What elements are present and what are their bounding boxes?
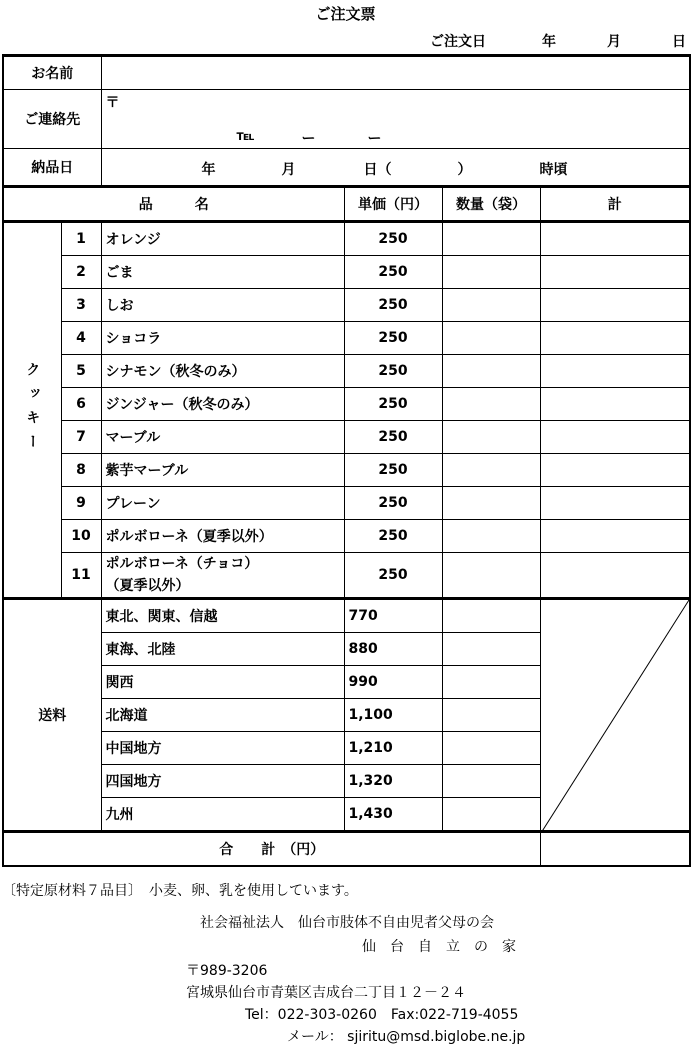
cookie-no: 7 bbox=[61, 421, 101, 454]
order-form-table bbox=[2, 54, 691, 867]
shipping-price: 1,100 bbox=[344, 699, 442, 732]
cookie-no: 3 bbox=[61, 289, 101, 322]
cookie-price: 250 bbox=[344, 256, 442, 289]
shipping-price: 990 bbox=[344, 666, 442, 699]
cookie-subtotal[interactable] bbox=[540, 222, 690, 256]
cookie-quantity-input[interactable] bbox=[442, 421, 540, 454]
cookie-name: 紫芋マーブル bbox=[101, 454, 344, 487]
header-item: 品 名 bbox=[3, 187, 344, 222]
cookie-no: 2 bbox=[61, 256, 101, 289]
delivery-year: 年 bbox=[201, 162, 216, 178]
org-name: 社会福祉法人 仙台市肢体不自由児者父母の会 bbox=[200, 915, 494, 931]
delivery-time: 時頃 bbox=[539, 162, 568, 178]
cookie-price: 250 bbox=[344, 553, 442, 599]
delivery-label: 納品日 bbox=[3, 149, 101, 187]
cookie-category bbox=[3, 222, 61, 599]
cookie-row bbox=[3, 388, 690, 421]
delivery-close: ） bbox=[457, 162, 472, 178]
shipping-region: 北海道 bbox=[101, 699, 344, 732]
cookie-subtotal[interactable] bbox=[540, 388, 690, 421]
name-row bbox=[3, 56, 690, 90]
cookie-row bbox=[3, 454, 690, 487]
delivery-field[interactable] bbox=[101, 149, 690, 187]
cookie-subtotal[interactable] bbox=[540, 454, 690, 487]
shipping-quantity-input[interactable] bbox=[442, 699, 540, 732]
cookie-quantity-input[interactable] bbox=[442, 289, 540, 322]
shipping-price: 770 bbox=[344, 599, 442, 633]
delivery-day: 日（ bbox=[363, 162, 392, 178]
cookie-quantity-input[interactable] bbox=[442, 222, 540, 256]
cookie-subtotal[interactable] bbox=[540, 520, 690, 553]
shipping-quantity-input[interactable] bbox=[442, 599, 540, 633]
delivery-row bbox=[3, 149, 690, 187]
cookie-name: しお bbox=[101, 289, 344, 322]
grand-total-row bbox=[3, 832, 690, 867]
cookie-row bbox=[3, 487, 690, 520]
cookie-row bbox=[3, 421, 690, 454]
shipping-region: 九州 bbox=[101, 798, 344, 832]
cookie-row bbox=[3, 289, 690, 322]
contact-label: ご連絡先 bbox=[3, 90, 101, 149]
cookie-name: ジンジャー（秋冬のみ） bbox=[101, 388, 344, 421]
cookie-row bbox=[3, 322, 690, 355]
cookie-name: シナモン（秋冬のみ） bbox=[101, 355, 344, 388]
name-field[interactable] bbox=[101, 56, 690, 90]
tel-mark: ℡ bbox=[236, 128, 255, 144]
cookie-quantity-input[interactable] bbox=[442, 454, 540, 487]
shipping-quantity-input[interactable] bbox=[442, 666, 540, 699]
cookie-name-note: （夏季以外） bbox=[105, 578, 190, 594]
cookie-name: ショコラ bbox=[101, 322, 344, 355]
cookie-price: 250 bbox=[344, 520, 442, 553]
postal-mark: 〒 bbox=[105, 95, 120, 111]
cookie-price: 250 bbox=[344, 289, 442, 322]
cookie-subtotal[interactable] bbox=[540, 256, 690, 289]
postal-code: 〒989-3206 bbox=[186, 963, 268, 979]
shipping-price: 1,320 bbox=[344, 765, 442, 798]
cookie-price: 250 bbox=[344, 421, 442, 454]
diagonal-strike bbox=[541, 600, 689, 832]
cookie-no: 6 bbox=[61, 388, 101, 421]
cookie-subtotal[interactable] bbox=[540, 355, 690, 388]
cookie-row bbox=[3, 355, 690, 388]
cookie-subtotal[interactable] bbox=[540, 421, 690, 454]
shipping-region: 中国地方 bbox=[101, 732, 344, 765]
form-title: ご注文票 bbox=[315, 5, 376, 23]
cookie-no: 10 bbox=[61, 520, 101, 553]
cookie-no: 5 bbox=[61, 355, 101, 388]
allergen-note: 〔特定原材料７品目〕 小麦、卵、乳を使用しています。 bbox=[2, 883, 358, 899]
shipping-total-disabled bbox=[540, 599, 690, 832]
name-label: お名前 bbox=[3, 56, 101, 90]
grand-total-field[interactable] bbox=[540, 832, 690, 867]
shipping-price: 1,210 bbox=[344, 732, 442, 765]
header-total: 計 bbox=[540, 187, 690, 222]
contact-field[interactable] bbox=[101, 90, 690, 149]
cookie-category-label: クッキー bbox=[24, 362, 41, 458]
cookie-name: ポルボローネ（チョコ） bbox=[105, 556, 259, 572]
shipping-quantity-input[interactable] bbox=[442, 765, 540, 798]
shipping-region: 関西 bbox=[101, 666, 344, 699]
cookie-name: オレンジ bbox=[101, 222, 344, 256]
cookie-quantity-input[interactable] bbox=[442, 256, 540, 289]
cookie-price: 250 bbox=[344, 322, 442, 355]
tel-dash-2: ー bbox=[367, 131, 382, 147]
header-row bbox=[3, 187, 690, 222]
order-date-year: 年 bbox=[542, 34, 556, 50]
shipping-quantity-input[interactable] bbox=[442, 633, 540, 666]
shipping-label: 送料 bbox=[3, 599, 101, 832]
cookie-name: プレーン bbox=[101, 487, 344, 520]
tel-fax: Tel：022-303-0260 Fax:022-719-4055 bbox=[245, 1007, 519, 1023]
cookie-no: 11 bbox=[61, 553, 101, 599]
email: メール： sjiritu@msd.biglobe.ne.jp bbox=[287, 1029, 526, 1045]
cookie-name: ごま bbox=[101, 256, 344, 289]
cookie-price: 250 bbox=[344, 388, 442, 421]
cookie-name: マーブル bbox=[101, 421, 344, 454]
shipping-quantity-input[interactable] bbox=[442, 732, 540, 765]
order-date-month: 月 bbox=[607, 34, 621, 50]
order-date-label: ご注文日 bbox=[430, 34, 486, 50]
cookie-subtotal[interactable] bbox=[540, 322, 690, 355]
contact-row bbox=[3, 90, 690, 149]
cookie-row bbox=[3, 256, 690, 289]
cookie-quantity-input[interactable] bbox=[442, 487, 540, 520]
cookie-quantity-input[interactable] bbox=[442, 355, 540, 388]
grand-total-label: 合 計 （円） bbox=[3, 832, 540, 867]
header-quantity: 数量（袋） bbox=[442, 187, 540, 222]
shipping-region: 東北、関東、信越 bbox=[101, 599, 344, 633]
cookie-subtotal[interactable] bbox=[540, 487, 690, 520]
cookie-name: ポルボローネ（夏季以外） bbox=[101, 520, 344, 553]
cookie-no: 1 bbox=[61, 222, 101, 256]
cookie-price: 250 bbox=[344, 454, 442, 487]
cookie-quantity-input[interactable] bbox=[442, 553, 540, 599]
shipping-region: 東海、北陸 bbox=[101, 633, 344, 666]
cookie-row bbox=[3, 222, 690, 256]
header-unit-price: 単価（円） bbox=[344, 187, 442, 222]
delivery-month: 月 bbox=[281, 162, 296, 178]
cookie-row bbox=[3, 553, 690, 599]
shipping-price: 1,430 bbox=[344, 798, 442, 832]
cookie-name-cell bbox=[101, 553, 344, 599]
address: 宮城県仙台市青葉区吉成台二丁目１２－２４ bbox=[186, 985, 466, 1001]
shipping-price: 880 bbox=[344, 633, 442, 666]
shipping-row bbox=[3, 599, 690, 633]
order-date-day: 日 bbox=[672, 34, 686, 50]
cookie-price: 250 bbox=[344, 355, 442, 388]
facility-name: 仙 台 自 立 の 家 bbox=[362, 939, 516, 955]
tel-dash-1: ー bbox=[301, 131, 316, 147]
shipping-region: 四国地方 bbox=[101, 765, 344, 798]
cookie-row bbox=[3, 520, 690, 553]
shipping-quantity-input[interactable] bbox=[442, 798, 540, 832]
cookie-quantity-input[interactable] bbox=[442, 388, 540, 421]
cookie-subtotal[interactable] bbox=[540, 553, 690, 599]
cookie-price: 250 bbox=[344, 487, 442, 520]
cookie-no: 8 bbox=[61, 454, 101, 487]
cookie-quantity-input[interactable] bbox=[442, 520, 540, 553]
cookie-subtotal[interactable] bbox=[540, 289, 690, 322]
cookie-no: 9 bbox=[61, 487, 101, 520]
cookie-quantity-input[interactable] bbox=[442, 322, 540, 355]
cookie-price: 250 bbox=[344, 222, 442, 256]
cookie-no: 4 bbox=[61, 322, 101, 355]
